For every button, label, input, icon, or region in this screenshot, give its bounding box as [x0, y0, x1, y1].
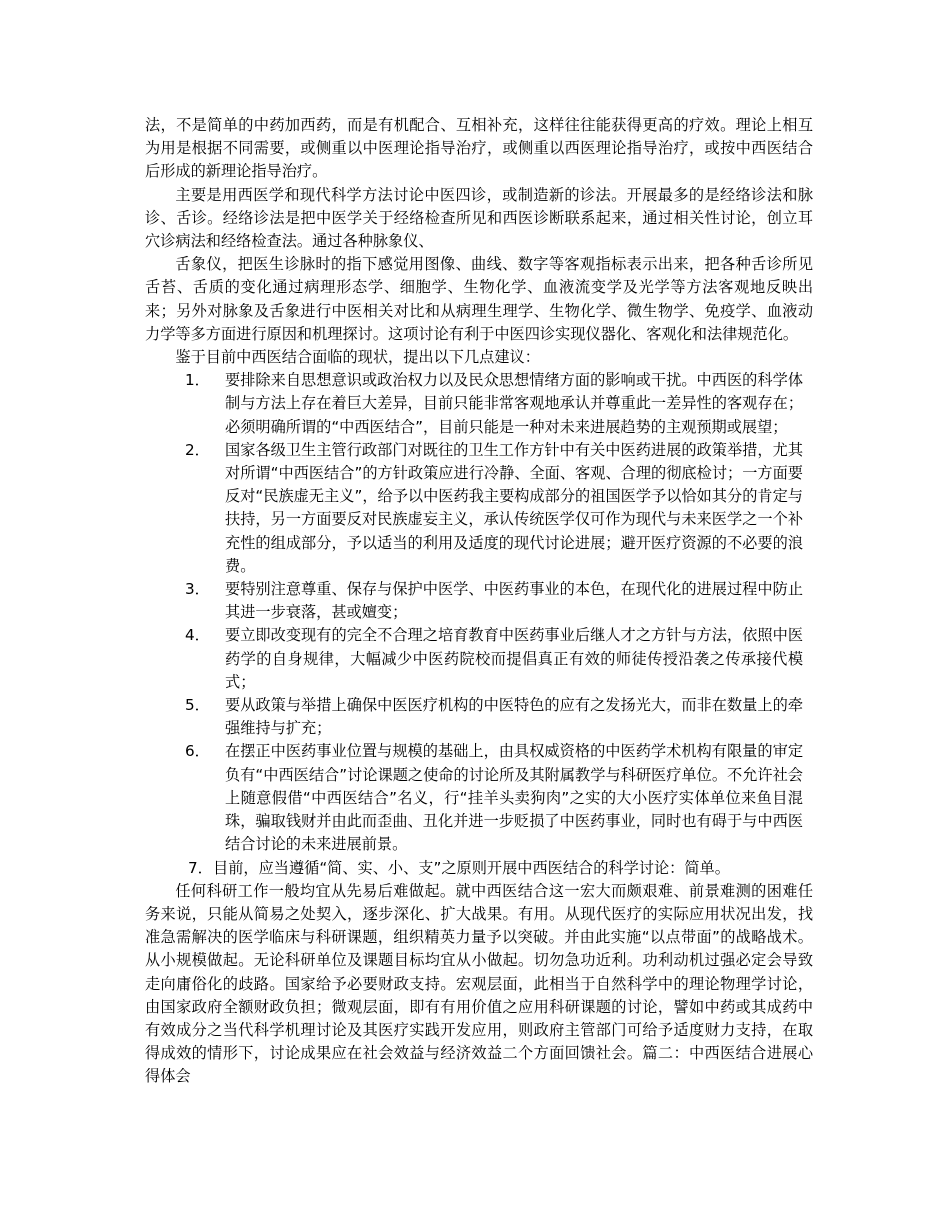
paragraph-continuation: 法，不是简单的中药加西药，而是有机配合、互相补充，这样往往能获得更高的疗效。理论上相互为用是根据不同需要，或侧重以中医理论指导治疗，或侧重以西医理论指导治疗，或按中西医结合后形成的新理论指导治疗。 — [145, 116, 813, 181]
list-item-text: 要从政策与举措上确保中医医疗机构的中医特色的应有之发扬光大，而非在数量上的牵强维持与扩充； — [225, 696, 803, 738]
list-item-number: 7． — [188, 858, 213, 877]
list-item-number: 2． — [185, 440, 210, 459]
paragraph-tongue-instrument: 舌象仪，把医生诊脉时的指下感觉用图像、曲线、数字等客观指标表示出来，把各种舌诊所见舌苔、舌质的变化通过病理形态学、细胞学、生物化学、血液流变学及光学等方法客观地反映出来；另外对脉象及舌象进行中医相关对比和从病理生理学、生物化学、微生物学、免疫学、血液动力学等多方面进行原因和机理探讨。这项讨论有利于中医四诊实现仪器化、客观化和法律规范化。 — [145, 255, 813, 343]
list-item-number: 3． — [185, 580, 210, 599]
paragraph-research-approach: 任何科研工作一般均宜从先易后难做起。就中西医结合这一宏大而颇艰难、前景难测的困难任务来说，只能从简易之处契入，逐步深化、扩大战果。有用。从现代医疗的实际应用状况出发，找准急需解决的医学临床与科研课题，组织精英力量予以突破。并由此实施“以点带面”的战略战术。从小规模做起。无论科研单位及课题目标均宜从小做起。切勿急功近利。功利动机过强必定会导致走向庸俗化的歧路。国家给予必要财政支持。宏观层面，此相当于自然科学中的理论物理学讨论，由国家政府全额财政负担；微观层面，即有有用价值之应用科研课题的讨论，譬如中药或其成药中有效成分之当代科学机理讨论及其医疗实践开发应用，则政府主管部门可给予适度财力支持，在取得成效的情形下，讨论成果应在社会效益与经济效益二个方面回馈社会。篇二：中西医结合进展心得体会 — [145, 881, 813, 1086]
paragraph-suggestions-intro: 鉴于目前中西医结合面临的现状，提出以下几点建议： — [175, 348, 540, 367]
list-item-text: 要立即改变现有的完全不合理之培育教育中医药事业后继人才之方针与方法，依照中医药学的自身规律，大幅减少中医药院校而提倡真正有效的师徒传授沿袭之传承接代模式； — [225, 626, 803, 691]
list-item — [145, 857, 813, 880]
list-item-text: 要排除来自思想意识或政治权力以及民众思想情绪方面的影响或干扰。中西医的科学体制与方法上存在着巨大差异，目前只能非常客观地承认并尊重此一差异性的客观存在；必须明确所谓的“中西医结合”，目前只能是一种对未来进展趋势的主观预期或展望； — [225, 371, 803, 436]
list-item — [145, 439, 813, 578]
document-page — [145, 114, 813, 1089]
list-item-number: 6． — [185, 742, 210, 761]
list-item-number: 5． — [185, 696, 210, 715]
list-item — [145, 624, 813, 694]
list-item-number: 1． — [185, 371, 210, 390]
list-item-text: 目前，应当遵循“简、实、小、支”之原则开展中西医结合的科学讨论：简单。 — [213, 858, 730, 877]
list-item — [145, 369, 813, 439]
list-item — [145, 694, 813, 740]
list-item — [145, 740, 813, 856]
list-item-text: 国家各级卫生主管行政部门对既往的卫生工作方针中有关中医药进展的政策举措，尤其对所谓“中西医结合”的方针政策应进行冷静、全面、客观、合理的彻底检讨；一方面要反对“民族虚无主义”，给予以中医药我主要构成部分的祖国医学予以恰如其分的肯定与扶持，另一方面要反对民族虚妄主义，承认传统医学仅可作为现代与未来医学之一个补充性的组成部分，予以适当的利用及适度的现代讨论进展；避开医疗资源的不必要的浪费。 — [225, 440, 803, 575]
paragraph-diagnosis-methods: 主要是用西医学和现代科学方法讨论中医四诊，或制造新的诊法。开展最多的是经络诊法和脉诊、舌诊。经络诊法是把中医学关于经络检查所见和西医诊断联系起来，通过相关性讨论，创立耳穴诊病法和经络检查法。通过各种脉象仪、 — [145, 185, 813, 251]
body-before — [145, 114, 813, 369]
list-item — [145, 578, 813, 624]
list-item-text: 要特别注意尊重、保存与保护中医学、中医药事业的本色，在现代化的进展过程中防止其进一步衰落，甚或嬗变； — [225, 580, 803, 622]
suggestion-list — [145, 369, 813, 879]
list-item-number: 4． — [185, 626, 210, 645]
body-after — [145, 880, 813, 1089]
list-item-text: 在摆正中医药事业位置与规模的基础上，由具权威资格的中医药学术机构有限量的审定负有“中西医结合”讨论课题之使命的讨论所及其附属教学与科研医疗单位。不允许社会上随意假借“中西医结合”名义，行“挂羊头卖狗肉”之实的大小医疗实体单位来鱼目混珠，骗取钱财并由此而歪曲、丑化并进一步贬损了中医药事业，同时也有碍于与中西医结合讨论的未来进展前景。 — [225, 742, 803, 854]
